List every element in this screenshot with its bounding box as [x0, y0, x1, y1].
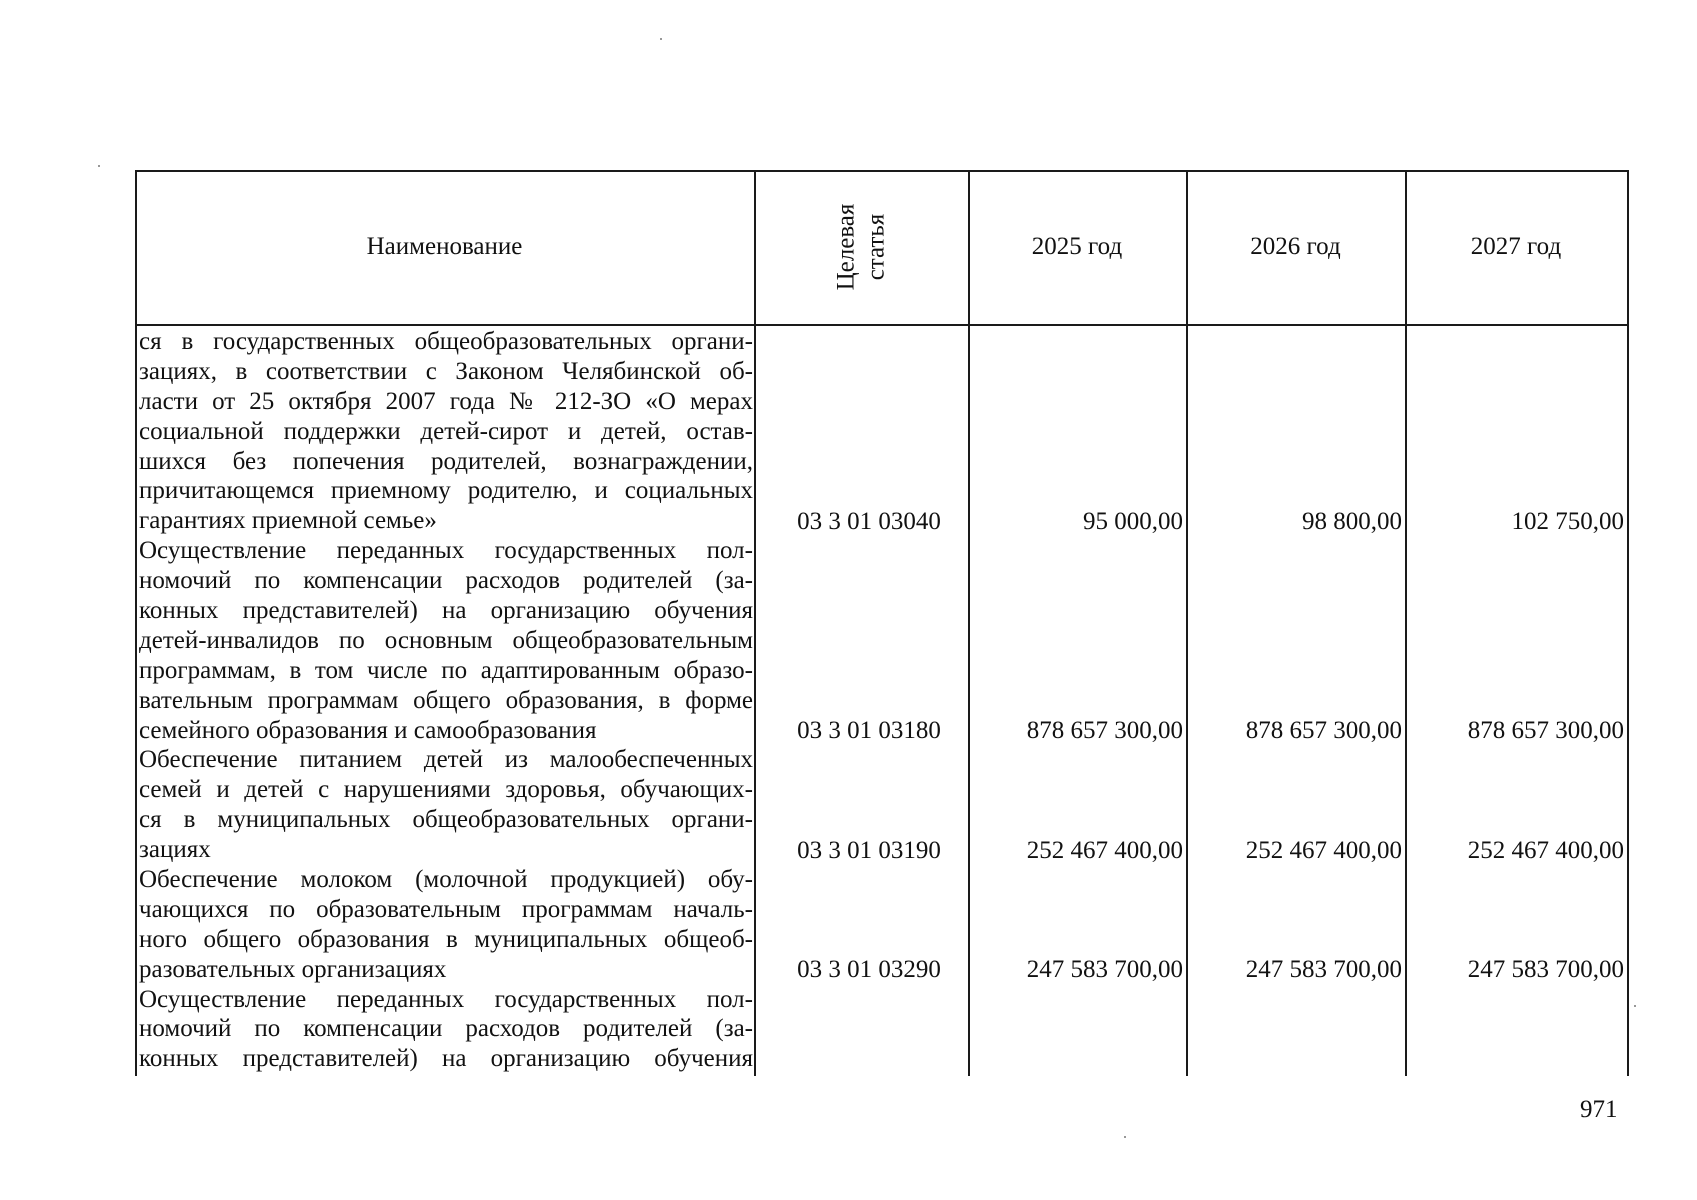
header-target-line2: статья — [861, 213, 889, 281]
header-2026-label: 2026 год — [1250, 233, 1341, 260]
header-2027-label: 2027 год — [1470, 233, 1562, 260]
text-line: ся в государственных общеобразовательных органи- — [139, 328, 753, 355]
row-3-value-2025: 252 467 400,00 — [1026, 837, 1183, 864]
header-2027 — [1405, 170, 1627, 324]
text-line: Осуществление переданных государственных пол- — [139, 537, 753, 565]
text-line: социальной поддержки детей-сирот и детей, остав- — [139, 417, 753, 445]
row-3-value-2026: 252 467 400,00 — [1245, 837, 1402, 864]
table-border-right — [1627, 170, 1629, 1076]
text-line: зациях, в соответствии с Законом Челябинской об- — [139, 357, 753, 385]
scan-speck — [1634, 1005, 1636, 1007]
text-line: ного общего образования в муниципальных общеоб- — [139, 925, 753, 953]
text-line: детей-инвалидов по основным общеобразовательным — [139, 626, 753, 654]
scan-speck — [98, 165, 100, 167]
header-2025 — [968, 170, 1186, 324]
text-line: зациях — [139, 836, 211, 864]
header-divider — [135, 324, 1629, 326]
scan-speck — [660, 38, 662, 40]
row-4-code: 03 3 01 03290 — [797, 956, 941, 983]
text-line: вательным программам общего образования, в форме — [139, 686, 753, 714]
header-target-article-label — [831, 204, 891, 291]
row-4-value-2026: 247 583 700,00 — [1245, 956, 1402, 983]
text-line: шихся без попечения родителей, вознаграждении, — [139, 447, 753, 475]
header-target-line1: Целевая — [831, 203, 859, 291]
row-4-value-2027: 247 583 700,00 — [1467, 956, 1624, 983]
row-3-code: 03 3 01 03190 — [797, 837, 941, 864]
header-2025-label: 2025 год — [1031, 233, 1123, 260]
row-1-value-2025: 95 000,00 — [1083, 508, 1183, 535]
text-line: Обеспечение питанием детей из малообеспеченных — [139, 746, 753, 774]
text-line: номочий по компенсации расходов родителей (за- — [139, 567, 753, 595]
row-1-value-2027: 102 750,00 — [1511, 508, 1624, 535]
text-line: чающихся по образовательным программам началь- — [139, 895, 753, 923]
text-line: конных представителей) на организацию обучения — [139, 597, 753, 625]
header-2026 — [1186, 170, 1405, 324]
text-line: номочий по компенсации расходов родителей (за- — [139, 1015, 753, 1043]
text-line: гарантиях приемной семье» — [139, 507, 437, 535]
row-2-code: 03 3 01 03180 — [797, 717, 941, 744]
row-1-code: 03 3 01 03040 — [797, 508, 941, 535]
row-2-value-2027: 878 657 300,00 — [1467, 717, 1624, 744]
budget-table — [135, 170, 1629, 1076]
row-4-value-2025: 247 583 700,00 — [1026, 956, 1183, 983]
text-line: семейного образования и самообразования — [139, 716, 597, 744]
text-line: конных представителей) на организацию обучения — [139, 1045, 753, 1073]
name-column-text — [139, 327, 753, 1074]
text-line: ся в муниципальных общеобразовательных органи- — [139, 806, 753, 834]
row-2-value-2025: 878 657 300,00 — [1026, 717, 1183, 744]
row-3-value-2027: 252 467 400,00 — [1467, 837, 1624, 864]
row-1-value-2026: 98 800,00 — [1302, 508, 1402, 535]
page-number: 971 — [1580, 1096, 1618, 1123]
text-line: разовательных организациях — [139, 955, 447, 983]
header-name — [135, 170, 754, 324]
text-line: Осуществление переданных государственных пол- — [139, 985, 753, 1013]
text-line: программам, в том числе по адаптированным образо- — [139, 656, 753, 684]
scan-speck — [1124, 1136, 1126, 1138]
row-2-value-2026: 878 657 300,00 — [1245, 717, 1402, 744]
text-line: причитающемся приемному родителю, и социальных — [139, 477, 753, 505]
header-name-label: Наименование — [366, 233, 523, 260]
header-target-article — [754, 170, 968, 324]
text-line: семей и детей с нарушениями здоровья, обучающих- — [139, 776, 753, 804]
text-line: ласти от 25 октября 2007 года № 212-ЗО «О мерах — [139, 387, 753, 415]
text-line: Обеспечение молоком (молочной продукцией) обу- — [139, 866, 753, 894]
